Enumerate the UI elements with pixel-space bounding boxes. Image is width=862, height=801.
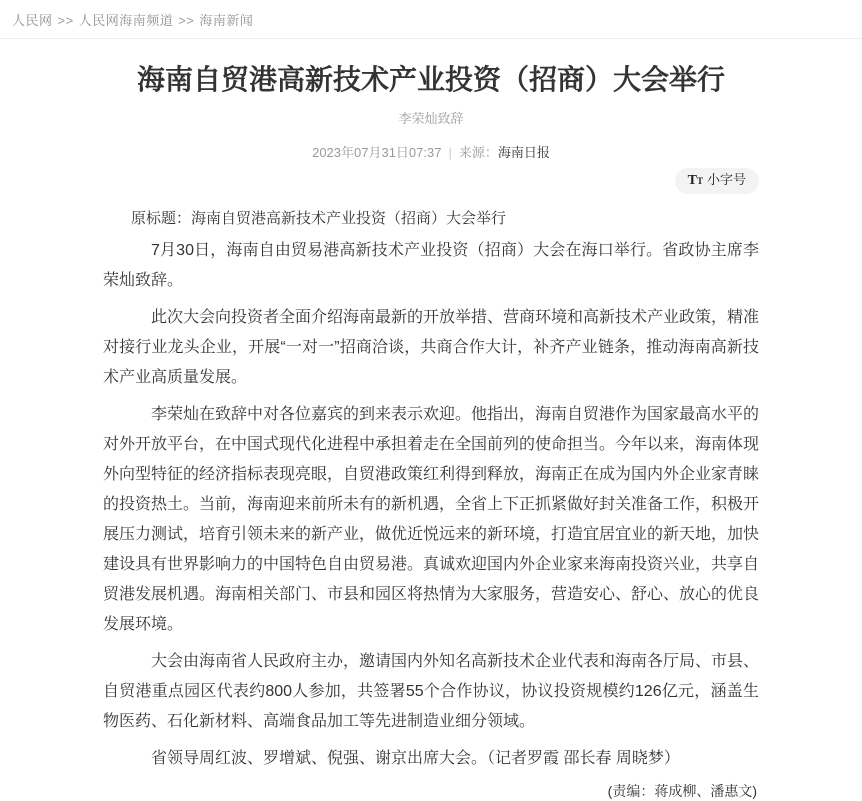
breadcrumb-link-hainan-news[interactable]: 海南新闻 xyxy=(199,13,254,28)
article-subtitle: 李荣灿致辞 xyxy=(398,111,464,126)
publish-date: 2023年07月31日07:37 xyxy=(312,145,442,160)
article-paragraph: 李荣灿在致辞中对各位嘉宾的到来表示欢迎。他指出，海南自贸港作为国家最高水平的对外开放平台，在中国式现代化进程中承担着走在全国前列的使命担当。今年以来，海南体现外向型特征的经济指标表现亮眼，自贸港政策红利得到释放，海南正在成为国内外企业家青睐的投资热土。当前，海南迎来前所未有的新机遇，全省上下正抓紧做好封关准备工作，积极开展压力测试，培育引领未来的新产业，做优近悦远来的新环境，打造宜居宜业的新天地，加快建设具有世界影响力的中国特色自由贸易港。真诚欢迎国内外企业家来海南投资兴业，共享自贸港发展机遇。海南相关部门、市县和园区将热情为大家服务，营造安心、舒心、放心的优良发展环境。 xyxy=(103,406,760,633)
original-title-line: 原标题：海南自贸港高新技术产业投资（招商）大会举行 xyxy=(131,210,507,227)
article-paragraph: 7月30日，海南自由贸易港高新技术产业投资（招商）大会在海口举行。省政协主席李荣灿致辞。 xyxy=(103,242,759,289)
editors-credit: (责编：蒋成柳、潘惠文) xyxy=(607,783,757,799)
article-toolbar xyxy=(103,168,759,194)
breadcrumb xyxy=(0,0,862,39)
breadcrumb-link-hainan-channel[interactable]: 人民网海南频道 xyxy=(78,13,174,28)
font-size-toggle-button[interactable] xyxy=(675,168,759,194)
source-label: 来源： xyxy=(458,145,498,160)
article-meta xyxy=(103,142,759,161)
article-container xyxy=(103,63,759,801)
article-body xyxy=(103,236,759,774)
article-paragraph: 省领导周红波、罗增斌、倪强、谢京出席大会。（记者罗霞 邵长春 周晓梦） xyxy=(151,750,680,767)
article-title: 海南自贸港高新技术产业投资（招商）大会举行 xyxy=(136,64,725,95)
breadcrumb-separator: >> xyxy=(178,13,195,28)
article-paragraph: 此次大会向投资者全面介绍海南最新的开放举措、营商环境和高新技术产业政策，精准对接行业龙头企业，开展“一对一”招商洽谈，共商合作大计，补齐产业链条，推动海南高新技术产业高质量发展。 xyxy=(103,309,760,386)
breadcrumb-separator: >> xyxy=(57,13,74,28)
font-size-icon: T xyxy=(687,173,697,188)
source-name: 海南日报 xyxy=(497,145,550,160)
font-size-icon-small: T xyxy=(696,176,703,186)
meta-separator: | xyxy=(448,145,452,160)
breadcrumb-link-peoples-daily[interactable]: 人民网 xyxy=(12,13,53,28)
font-size-label: 小字号 xyxy=(706,172,746,187)
article-paragraph: 大会由海南省人民政府主办，邀请国内外知名高新技术企业代表和海南各厅局、市县、自贸港重点园区代表约800人参加，共签署55个合作协议，协议投资规模约126亿元，涵盖生物医药、石化新材料、高端食品加工等先进制造业细分领域。 xyxy=(103,653,760,730)
